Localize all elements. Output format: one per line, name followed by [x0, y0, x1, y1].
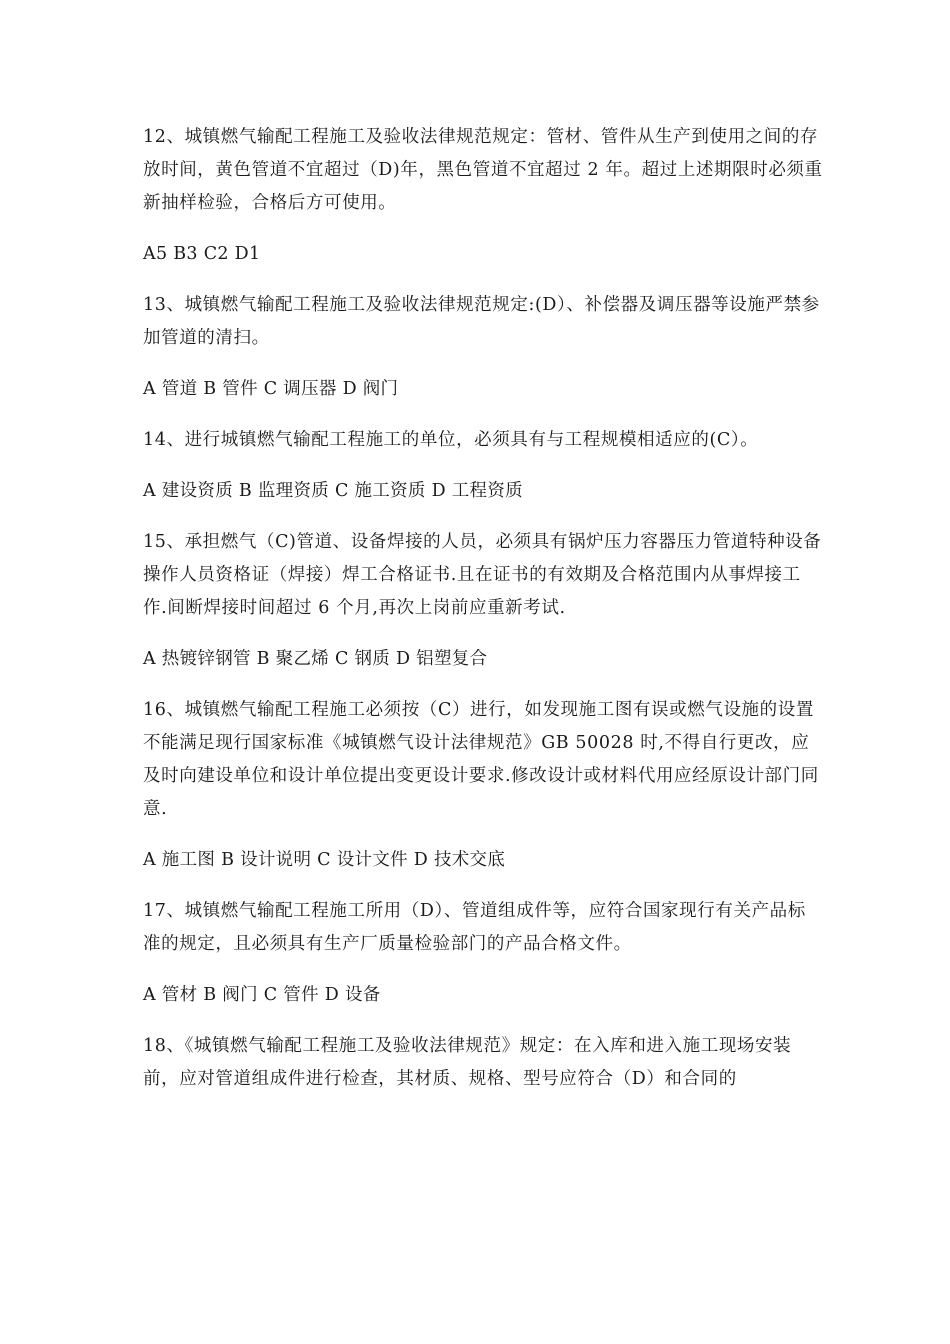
document-body: [143, 121, 823, 1114]
options-17: A 管材 B 阀门 C 管件 D 设备: [143, 985, 381, 1005]
question-16: 16、城镇燃气输配工程施工必须按（C）进行，如发现施工图有误或燃气设施的设置不能满足现行国家标准《城镇燃气设计法律规范》GB 50028 时,不得自行更改，应及时向建设单位和设计单位提出变更设计要求.修改设计或材料代用应经原设计部门同意.: [143, 700, 819, 819]
options-13: A 管道 B 管件 C 调压器 D 阀门: [143, 379, 399, 399]
question-13: 13、城镇燃气输配工程施工及验收法律规范规定:(D）、补偿器及调压器等设施严禁参加管道的清扫。: [143, 295, 820, 348]
question-17: 17、城镇燃气输配工程施工所用（D）、管道组成件等，应符合国家现行有关产品标准的规定，且必须具有生产厂质量检验部门的产品合格文件。: [143, 901, 806, 954]
question-15: 15、承担燃气（C)管道、设备焊接的人员，必须具有锅炉压力容器压力管道特种设备操作人员资格证（焊接）焊工合格证书.且在证书的有效期及合格范围内从事焊接工作.间断焊接时间超过 6 个月,再次上岗前应重新考试.: [143, 532, 822, 618]
question-14: 14、进行城镇燃气输配工程施工的单位，必须具有与工程规模相适应的(C）。: [143, 430, 759, 450]
question-12: 12、城镇燃气输配工程施工及验收法律规范规定：管材、管件从生产到使用之间的存放时间，黄色管道不宜超过（D)年，黑色管道不宜超过 2 年。超过上述期限时必须重新抽样检验，合格后方可使用。: [143, 127, 823, 213]
options-16: A 施工图 B 设计说明 C 设计文件 D 技术交底: [143, 850, 506, 870]
options-14: A 建设资质 B 监理资质 C 施工资质 D 工程资质: [143, 481, 523, 501]
question-18: 18、《城镇燃气输配工程施工及验收法律规范》规定：在入库和进入施工现场安装前，应对管道组成件进行检查，其材质、规格、型号应符合（D）和合同的: [143, 1036, 792, 1089]
options-12: A5 B3 C2 D1: [143, 244, 261, 264]
options-15: A 热镀锌钢管 B 聚乙烯 C 钢质 D 铝塑复合: [143, 649, 488, 669]
